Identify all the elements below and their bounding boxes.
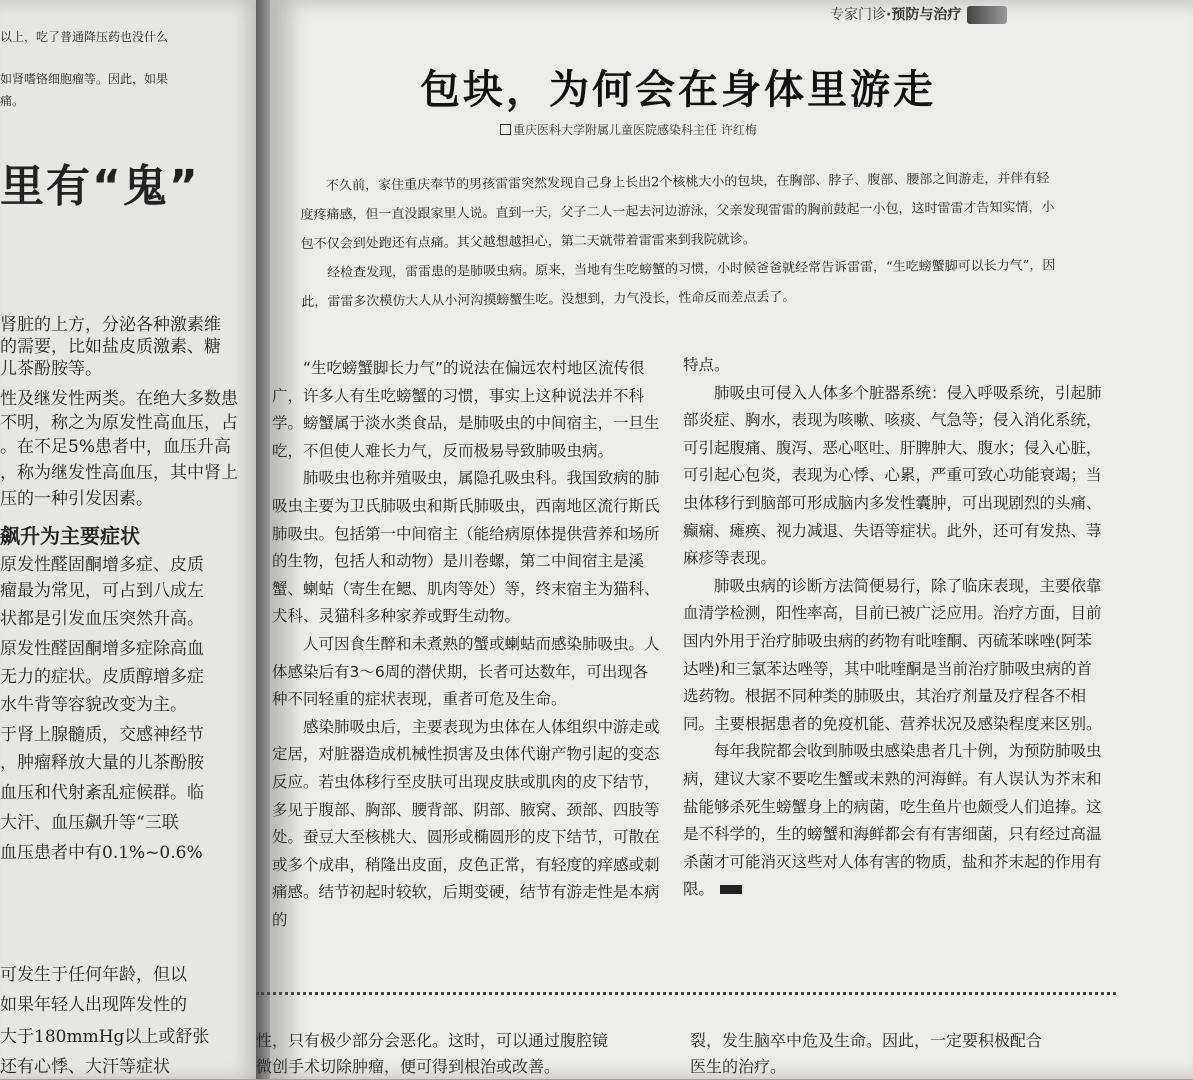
left-body-line: 肾脏的上方，分泌各种激素维 [0,315,221,335]
running-header [830,4,1007,30]
body-paragraph: 肺吸虫可侵入人体多个脏器系统：侵入呼吸系统，引起肺部炎症、胸水，表现为咳嗽、咳痰、气急等；侵入消化系统，可引起腹痛、腹泻、恶心呕吐、肝脾肿大、腹水；侵入心脏，可引起心包炎，表现为心悸、心累，严重可致心功能衰竭；当虫体移行到脑部可形成脑内多发性囊肿，可出现剧烈的头痛、癫痫、瘫痪、视力减退、失语等症状。此外，还可有发热、荨麻疹等表现。 [683,383,1102,568]
header-logo-mark [967,6,1007,24]
bottom-line: 性，只有极少部分会恶化。这时，可以通过腹腔镜 [256,1031,609,1050]
left-body-line: 原发性醛固酮增多症、皮质 [0,555,204,575]
left-top-line: 如肾嗜铬细胞瘤等。因此，如果 [0,72,169,86]
body-column-left [272,355,660,934]
left-subheading: 飙升为主要症状 [0,524,140,548]
body-paragraph: 人可因食生醉和未煮熟的蟹或蝲蛄而感染肺吸虫。人体感染后有3～6周的潜伏期，长者可达数年，可出现各种不同轻重的症状表现，重者可危及生命。 [272,634,660,709]
left-body-line: 状都是引发血压突然升高。 [0,609,204,629]
bottom-line: 医生的治疗。 [690,1057,787,1076]
left-body-line: 。在不足5%患者中，血压升高 [0,437,231,457]
left-body-line: 压的一种引发因素。 [0,489,153,509]
bottom-line: 微创手术切除肿瘤，便可得到根治或改善。 [256,1057,561,1076]
left-body-line: 的需要，比如盐皮质激素、糖 [0,337,221,357]
left-body-line: 原发性醛固酮增多症除高血 [0,639,204,659]
left-body-line: 瘤最为常见，可占到八成左 [0,581,204,601]
end-mark-icon [720,885,742,894]
left-top-line: 痛。 [0,94,25,108]
left-body-line: 血压患者中有0.1%~0.6% [0,843,203,863]
article-author [500,121,757,138]
header-separator: · [886,7,892,23]
left-body-line: 水牛背等容貌改变为主。 [0,695,187,715]
article-intro [300,164,1059,317]
dotted-divider [256,992,1116,995]
body-paragraph: 肺吸虫病的诊断方法简便易行，除了临床表现，主要依靠血清学检测，阳性率高，目前已被广泛应用。治疗方面，目前国内外用于治疗肺吸虫病的药物有吡喹酮、丙硫苯咪唑(阿苯达唑)和三氯苯达唑等，其中吡喹酮是当前治疗肺吸虫病的首选药物。根据不同种类的肺吸虫，其治疗剂量及疗程各不相同。主要根据患者的免疫机能、营养状况及感染程度来区别。 [683,576,1102,733]
left-body-line: ，称为继发性高血压，其中肾上 [0,463,238,483]
bottom-text-right [690,1028,1042,1080]
body-paragraph-continued: 特点。 [683,356,730,374]
body-paragraph: 肺吸虫也称并殖吸虫，属隐孔吸虫科。我国致病的肺吸虫主要为卫氏肺吸虫和斯氏肺吸虫，西南地区流行斯氏肺吸虫。包括第一中间宿主（能给病原体提供营养和场所的生物，包括人和动物）是川卷螺，第二中间宿主是溪蟹、蝲蛄（寄生在鳃、肌肉等处）等，终末宿主为猫科、犬科、灵猫科多种家养或野生动物。 [272,469,660,626]
bottom-text-left [256,1028,608,1080]
author-box-icon [500,124,511,135]
left-top-line: 以上，吃了普通降压药也没什么 [0,30,169,44]
header-column: 专家门诊 [830,7,886,23]
body-paragraph [683,738,1103,904]
left-body-line: 不明，称之为原发性高血压，占 [0,413,238,433]
intro-paragraph: 不久前，家住重庆奉节的男孩雷雷突然发现自己身上长出2个核桃大小的包块，在胸部、脖子、腹部、腰部之间游走，并伴有轻度疼痛感，但一直没跟家里人说。直到一天，父子二人一起去河边游泳，父亲发现雷雷的胸前鼓起一小包，这时雷雷才告知实情，小包不仅会到处跑还有点痛。其父越想越担心，第二天就带着雷雷来到我院就诊。 [300,171,1055,252]
left-page [0,0,262,1079]
left-body-line: 性及继发性两类。在绝大多数患 [0,389,238,409]
left-body-line: 可发生于任何年龄，但以 [0,965,187,985]
body-column-right [683,352,1103,904]
body-paragraph: “生吃螃蟹脚长力气”的说法在偏远农村地区流传很广，许多人有生吃螃蟹的习惯，事实上这种说法并不科学。螃蟹属于淡水类食品，是肺吸虫的中间宿主，一旦生吃，不但使人难长力气，反而极易导致肺吸虫病。 [272,359,660,460]
left-body-line: 无力的症状。皮质醇增多症 [0,667,204,687]
left-body-line: 还有心悸、大汗等症状 [0,1057,170,1077]
body-paragraph: 感染肺吸虫后，主要表现为虫体在人体组织中游走或定居，对脏器造成机械性损害及虫体代谢产物引起的变态反应。若虫体移行至皮肤可出现皮肤或肌肉的皮下结节，多见于腹部、胸部、腰背部、阴部、腋窝、颈部、四肢等处。蚕豆大至核桃大、圆形或椭圆形的皮下结节，可散在或多个成串，稍隆出皮面，皮色正常，有轻度的痒感或刺痛感。结节初起时较软，后期变硬，结节有游走性是本病的 [272,717,660,929]
bottom-line: 裂，发生脑卒中危及生命。因此，一定要积极配合 [690,1031,1043,1050]
header-section: 预防与治疗 [891,7,962,23]
left-body-line: 如果年轻人出现阵发性的 [0,995,187,1015]
final-paragraph-text: 每年我院都会收到肺吸虫感染患者几十例，为预防肺吸虫病，建议大家不要吃生蟹或未熟的河海鲜。有人误认为芥末和盐能够杀死生螃蟹身上的病菌，吃生鱼片也颇受人们追捧。这是不科学的，生的螃蟹和海鲜都会有有害细菌，只有经过高温杀菌才可能消灭这些对人体有害的物质，盐和芥末起的作用有限。 [683,742,1102,899]
left-heading: 里有“鬼” [0,161,200,212]
author-text: 重庆医科大学附属儿童医院感染科主任 许红梅 [513,123,757,137]
left-body-line: 于肾上腺髓质，交感神经节 [0,725,204,745]
left-body-line: 大汗、血压飙升等“三联 [0,813,179,833]
left-body-line: 大于180mmHg以上或舒张 [0,1027,210,1047]
intro-paragraph: 经检查发现，雷雷患的是肺吸虫病。原来，当地有生吃螃蟹的习惯，小时候爸爸就经常告诉雷雷，“生吃螃蟹脚可以长力气”，因此，雷雷多次模仿大人从小河沟摸螃蟹生吃。没想到，力气没长，性命反而差点丢了。 [301,258,1056,310]
left-body-line: ，肿瘤释放大量的儿茶酚胺 [0,753,204,773]
left-body-line: 血压和代射紊乱症候群。临 [0,783,204,803]
article-title: 包块，为何会在身体里游走 [420,67,936,113]
left-body-line: 儿茶酚胺等。 [0,359,102,379]
